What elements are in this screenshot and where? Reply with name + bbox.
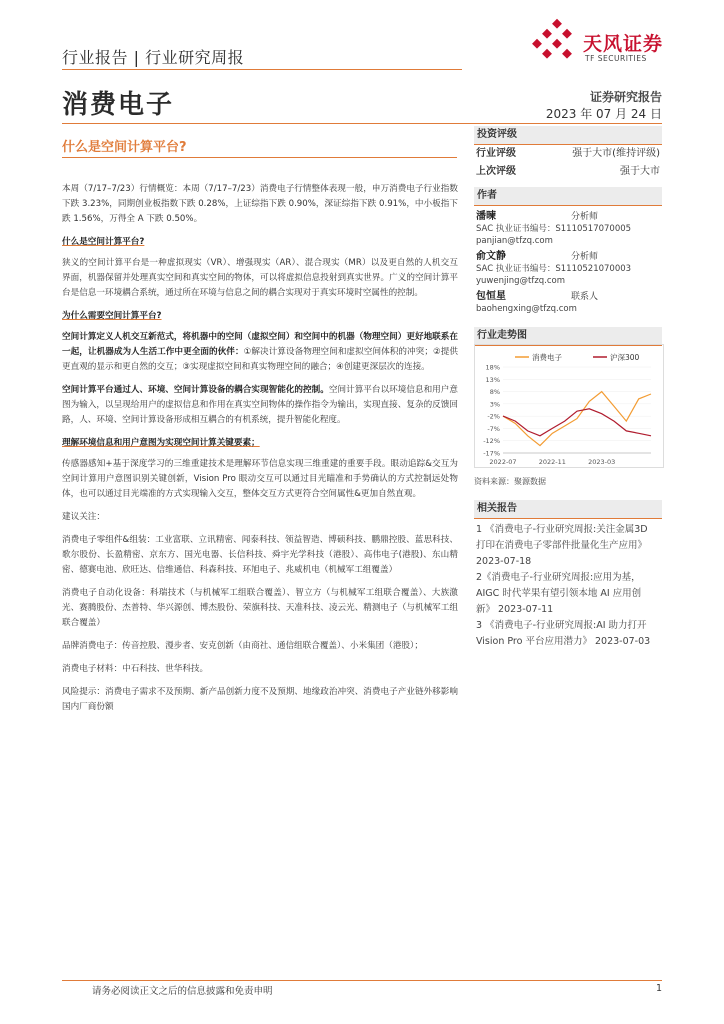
main-content [62, 182, 458, 723]
y-tick-label: -7% [487, 424, 500, 433]
trend-chart-svg [475, 345, 663, 467]
series-line-1 [503, 392, 651, 446]
paragraph-coupling-bold: 空间计算平台通过人、环境、空间计算设备的耦合实现智能化的控制。 [62, 385, 329, 395]
subheading-why: 为什么需要空间计算平台? [62, 311, 162, 321]
x-tick-label: 2022-11 [538, 458, 566, 466]
sector-title: 消费电子 [62, 90, 175, 120]
analyst-name: 包恒星 [476, 291, 506, 302]
logo-en: TF SECURITIES [585, 54, 647, 63]
related-report-1[interactable]: 1 《消费电子-行业研究周报:关注金属3D 打印在消费电子零部件批量化生产应用》 2023-07-18 [476, 524, 648, 567]
report-category: 证券研究报告 [589, 90, 662, 104]
y-tick-label: 8% [489, 388, 500, 397]
analyst-role: 分析师 [571, 212, 599, 222]
series-line-2 [503, 409, 651, 436]
footer-divider [62, 980, 662, 981]
authors-section [474, 187, 662, 316]
paragraph-brands: 品牌消费电子：传音控股、漫步者、安克创新（由商社、通信组联合覆盖）、小米集团（港股）； [62, 641, 423, 651]
authors-heading: 作者 [474, 187, 662, 206]
related-report-3[interactable]: 3 《消费电子-行业研究周报:AI 助力打开 Vision Pro 平台应用潜力》 2023-07-03 [476, 620, 651, 647]
previous-rating-row [474, 163, 662, 181]
industry-rating-label: 行业评级 [476, 148, 516, 159]
y-tick-label: -2% [487, 412, 500, 421]
analyst-role: 联系人 [571, 292, 599, 302]
analyst-cert: SAC 执业证书编号：S1110521070003 [476, 264, 632, 274]
paragraph-coupling-rest: 空间计算平台以环境信息和用户意图为输入，以呈现给用户的虚拟信息和作用在真实空间物体的操作指令为输出，实现直接、复杂的反馈回路，人、环境、空间计算设备形成相互耦合的有机系统，提升智能化程度。 [62, 385, 458, 425]
paragraph-coupling [62, 383, 458, 428]
analyst-1 [474, 210, 662, 248]
paragraph-materials: 消费电子材料：中石科技、世华科技。 [62, 664, 209, 674]
analyst-2 [474, 250, 662, 288]
recommend-label: 建议关注： [62, 512, 105, 522]
paragraph-automation: 消费电子自动化设备：科瑞技术（与机械军工组联合覆盖）、智立方（与机械军工组联合覆盖）、大族激光、赛腾股份、杰普特、华兴源创、博杰股份、荣旗科技、天准科技、凌云光、精测电子（与机械军工组联合覆盖） [62, 588, 458, 628]
analyst-name: 潘暕 [476, 211, 496, 222]
rating-section [474, 126, 662, 181]
header-divider-2 [62, 123, 662, 124]
related-report-2[interactable]: 2《消费电子-行业研究周报:应用为基，AIGC 时代苹果有望引领本地 AI 应用创新》 2023-07-11 [476, 572, 642, 615]
analyst-email[interactable]: yuwenjing@tfzq.com [476, 276, 566, 286]
subheading-what: 什么是空间计算平台? [62, 237, 145, 247]
previous-rating-label: 上次评级 [476, 166, 516, 177]
page-title: 什么是空间计算平台? [62, 140, 187, 155]
report-type: 行业报告 | 行业研究周报 [62, 48, 245, 67]
paragraph-why-rest: ①解决计算设备物理空间和虚拟空间体积的冲突；②提供更直观的显示和更自然的交互；③实现虚拟空间和真实物理空间的融合；④创建更深层次的连接。 [62, 347, 458, 372]
y-tick-label: -12% [483, 437, 500, 446]
paragraph-why-bold: 空间计算定义人机交互新范式，将机器中的空间（虚拟空间）和空间中的机器（物理空间）更好地联系在一起，让机器成为人生活工作中更全面的伙伴： [62, 332, 458, 357]
paragraph-definition: 狭义的空间计算平台是一种虚拟现实（VR）、增强现实（AR）、混合现实（MR）以及更自然的人机交互界面，机器保留并处理真实空间和真实空间的物体，可以将虚拟信息投射到真实世界。广义的空间计算平台是信息一环境耦合系统，通过所在环境与信息之间的耦合实现对于真实环境时空属性的控制。 [62, 258, 458, 298]
page-number: 1 [655, 983, 662, 994]
legend-label: 消费电子 [532, 353, 562, 362]
intro-paragraph: 本周（7/17–7/23）行情概览：本周（7/17–7/23）消费电子行情整体表现一般，申万消费电子行业指数下跌 3.23%，同期创业板指数下跌 0.28%，上证综指下跌 0.90%，深证综指下跌 0.91%，中小板指下跌 1.56%，万得全 A 下跌 0.50%。 [62, 184, 458, 224]
trend-heading: 行业走势图 [474, 327, 662, 346]
title-divider [62, 157, 457, 158]
related-section [474, 500, 662, 650]
trend-chart [474, 344, 664, 468]
x-tick-label: 2023-03 [588, 458, 616, 466]
analyst-role: 分析师 [571, 252, 599, 262]
previous-rating-value: 强于大市 [620, 166, 660, 177]
analyst-email[interactable]: baohengxing@tfzq.com [476, 304, 577, 314]
paragraph-sensing: 传感器感知+基于深度学习的三维重建技术是理解环节信息实现三维重建的重要手段。眼动追踪&交互为空间计算用户意图识别关键创新，Vision Pro 眼动交互可以通过目光瞄准和手势确认的方式控制远处物体，也可以通过目光端准的方式实现输入交互，整体交互方式更符合空间属性&更加自然直观。 [62, 459, 458, 499]
paragraph-why [62, 330, 458, 375]
footer-disclaimer: 请务必阅读正文之后的信息披露和免责申明 [92, 986, 273, 997]
y-tick-label: 13% [485, 375, 500, 384]
paragraph-risk: 风险提示：消费电子需求不及预期、新产品创新力度不及预期、地缘政治冲突、消费电子产业链外移影响国内厂商份额 [62, 687, 458, 712]
analyst-cert: SAC 执业证书编号：S1110517070005 [476, 224, 632, 234]
x-tick-label: 2022-07 [489, 458, 517, 466]
analyst-name: 俞文静 [476, 251, 506, 262]
y-tick-label: 18% [485, 363, 500, 372]
analyst-email[interactable]: panjian@tfzq.com [476, 236, 553, 246]
rating-heading: 投资评级 [474, 126, 662, 145]
related-heading: 相关报告 [474, 500, 662, 519]
subheading-key-elements: 理解环境信息和用户意图为实现空间计算关键要素； [62, 438, 260, 448]
y-tick-label: -17% [483, 449, 500, 458]
industry-rating-value: 强于大市(维持评级) [572, 148, 660, 159]
y-tick-label: 3% [489, 400, 500, 409]
chart-source: 资料来源：聚源数据 [474, 477, 546, 486]
tf-logo-icon [532, 18, 580, 68]
industry-rating-row [474, 145, 662, 163]
paragraph-components: 消费电子零组件&组装：工业富联、立讯精密、闻泰科技、领益智造、博硕科技、鹏鼎控股、蓝思科技、歌尔股份、长盈精密、京东方、国光电器、长信科技、舜宇光学科技（港股）、高伟电子(港股)、东山精密、德赛电池、欣旺达、信维通信、科森科技、环旭电子、兆威机电（机械军工组覆盖） [62, 535, 458, 575]
logo-cn: 天风证券 [583, 33, 664, 55]
analyst-3 [474, 290, 662, 316]
header-divider [62, 69, 462, 70]
report-date: 2023 年 07 月 24 日 [545, 107, 662, 121]
legend-label: 沪深300 [610, 353, 640, 362]
